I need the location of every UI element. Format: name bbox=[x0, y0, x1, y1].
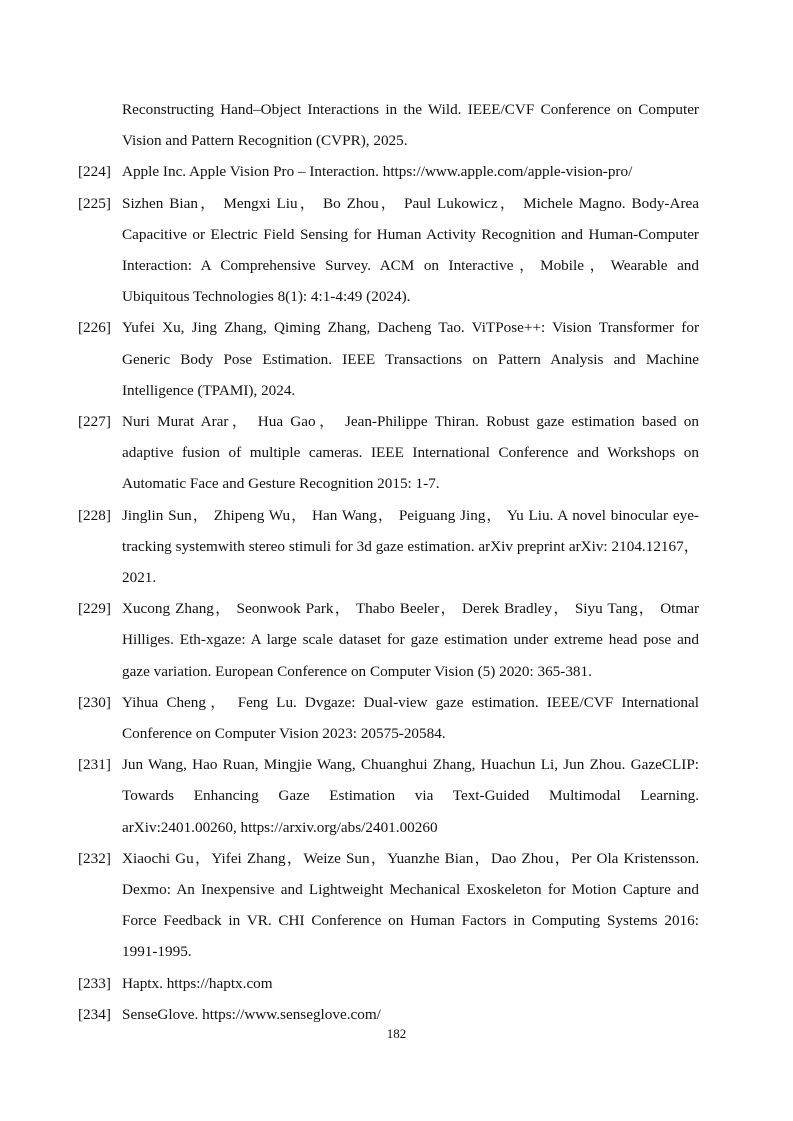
reference-226 bbox=[78, 312, 699, 406]
reference-230 bbox=[78, 687, 699, 749]
reference-228 bbox=[78, 500, 699, 594]
reference-number: [232] bbox=[78, 849, 111, 867]
reference-text: Yihua Cheng， Feng Lu. Dvgaze: Dual-view gaze estimation. IEEE/CVF International Conference on Computer Vision 2023: 20575-20584. bbox=[122, 693, 699, 743]
reference-number: [231] bbox=[78, 756, 111, 774]
reference-text: Yufei Xu, Jing Zhang, Qiming Zhang, Dacheng Tao. ViTPose++: Vision Transformer for Generic Body Pose Estimation. IEEE Transactions on Pattern Analysis and Machine Intelligence (TPAMI), 2024. bbox=[122, 319, 699, 399]
reference-225 bbox=[78, 188, 699, 313]
reference-number: [226] bbox=[78, 319, 111, 337]
reference-text: Reconstructing Hand–Object Interactions in the Wild. IEEE/CVF Conference on Computer Vision and Pattern Recognition (CVPR), 2025. bbox=[122, 101, 699, 150]
reference-number: [233] bbox=[78, 974, 111, 992]
reference-number: [225] bbox=[78, 194, 111, 212]
reference-text: SenseGlove. https://www.senseglove.com/ bbox=[122, 1005, 381, 1023]
reference-continuation bbox=[78, 94, 699, 156]
reference-text: Jun Wang, Hao Ruan, Mingjie Wang, Chuanghui Zhang, Huachun Li, Jun Zhou. GazeCLIP: Towards Enhancing Gaze Estimation via Text-Guided Multimodal Learning. arXiv:2401.00260, https://arxiv.org/abs/2401.00260 bbox=[122, 756, 699, 836]
reference-text: Xucong Zhang， Seonwook Park， Thabo Beeler， Derek Bradley， Siyu Tang， Otmar Hilliges. Eth-xgaze: A large scale dataset for gaze estimation under extreme head pose and gaze variation. European Conference on Computer Vision (5) 2020: 365-381. bbox=[122, 600, 699, 680]
reference-text: Apple Inc. Apple Vision Pro – Interaction. https://www.apple.com/apple-vision-pro/ bbox=[122, 163, 633, 181]
reference-number: [228] bbox=[78, 506, 111, 524]
reference-number: [229] bbox=[78, 600, 111, 618]
reference-227 bbox=[78, 406, 699, 500]
reference-number: [224] bbox=[78, 163, 111, 181]
reference-224 bbox=[78, 156, 699, 187]
reference-text: Sizhen Bian， Mengxi Liu， Bo Zhou， Paul Lukowicz， Michele Magno. Body-Area Capacitive or Electric Field Sensing for Human Activity Recognition and Human-Computer Interaction: A Comprehensive Survey. ACM on Interactive，Mobile，Wearable and Ubiquitous Technologies 8(1): 4:1-4:49 (2024). bbox=[122, 194, 699, 306]
reference-text: Haptx. https://haptx.com bbox=[122, 974, 273, 992]
reference-number: [227] bbox=[78, 413, 111, 431]
reference-list bbox=[78, 94, 699, 1030]
reference-number: [230] bbox=[78, 693, 111, 711]
reference-231 bbox=[78, 749, 699, 843]
reference-232 bbox=[78, 843, 699, 968]
reference-text: Xiaochi Gu，Yifei Zhang，Weize Sun，Yuanzhe Bian，Dao Zhou，Per Ola Kristensson. Dexmo: An Inexpensive and Lightweight Mechanical Exoskeleton for Motion Capture and Force Feedback in VR. CHI Conference on Human Factors in Computing Systems 2016: 1991-1995. bbox=[122, 849, 699, 961]
reference-233 bbox=[78, 968, 699, 999]
page-number: 182 bbox=[386, 1026, 407, 1041]
reference-number: [234] bbox=[78, 1005, 111, 1023]
reference-229 bbox=[78, 593, 699, 687]
reference-text: Nuri Murat Arar， Hua Gao， Jean-Philippe Thiran. Robust gaze estimation based on adaptive fusion of multiple cameras. IEEE International Conference and Workshops on Automatic Face and Gesture Recognition 2015: 1-7. bbox=[122, 413, 699, 493]
reference-text: Jinglin Sun， Zhipeng Wu， Han Wang， Peiguang Jing， Yu Liu. A novel binocular eye-tracking systemwith stereo stimuli for 3d gaze estimation. arXiv preprint arXiv: 2104.12167， 2021. bbox=[122, 506, 699, 587]
